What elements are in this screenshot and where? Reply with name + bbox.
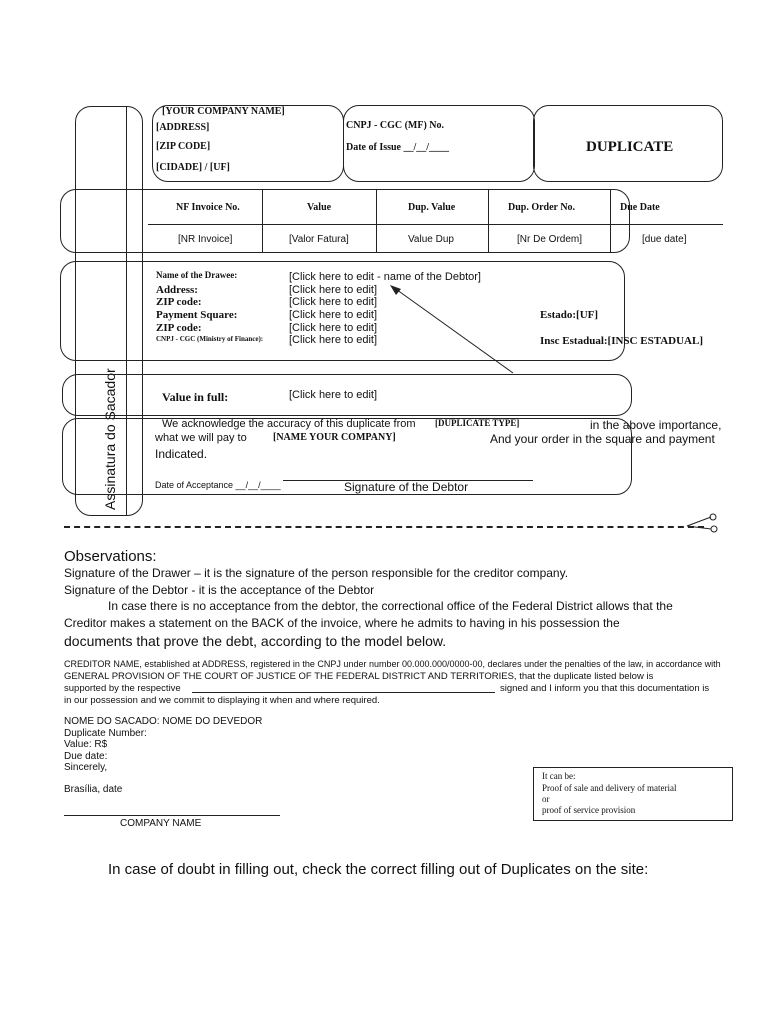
obs-line1: Signature of the Drawer – it is the signature of the person responsible for the creditor company. (64, 566, 569, 580)
date-issue: Date of Issue __/__/____ (346, 142, 450, 153)
observations-title: Observations: (64, 548, 157, 565)
th-dup-value: Dup. Value (408, 202, 456, 213)
drawee-zip2-field[interactable]: [Click here to edit] (289, 322, 378, 334)
declaration-line4: in our possession and we commit to displaying it when and where required. (64, 695, 380, 706)
declaration-blank (192, 692, 495, 693)
obs-line2: Signature of the Debtor - it is the acceptance of the Debtor (64, 583, 375, 597)
drawee-payment-field[interactable]: [Click here to edit] (289, 309, 378, 321)
can-be-2: Proof of sale and delivery of material (542, 783, 677, 793)
obs-line4: Creditor makes a statement on the BACK of the invoice, where he admits to having in his possession the (64, 616, 620, 630)
ack-line3: Indicated. (155, 447, 208, 461)
cut-line (64, 526, 704, 528)
th-value: Value (307, 202, 332, 213)
td-invoice[interactable]: [NR Invoice] (178, 234, 233, 245)
drawee-address-label: Address: (156, 284, 198, 296)
drawee-zip-field[interactable]: [Click here to edit] (289, 296, 378, 308)
ack-line1-b: in the above importance, (590, 418, 722, 432)
payee-company-field[interactable]: [NAME YOUR COMPANY] (273, 432, 396, 443)
drawee-address-field[interactable]: [Click here to edit] (289, 284, 378, 296)
company-city: [CIDADE] / [UF] (156, 162, 230, 173)
model-place-date: Brasília, date (64, 784, 123, 795)
document-title: DUPLICATE (586, 139, 674, 155)
obs-line3: In case there is no acceptance from the debtor, the correctional office of the Federal District allows that the (108, 599, 673, 613)
model-company-name: COMPANY NAME (120, 818, 202, 829)
drawee-zip2-label: ZIP code: (156, 322, 202, 334)
company-name: [YOUR COMPANY NAME] (162, 106, 285, 117)
insc-estadual-field[interactable]: Insc Estadual:[INSC ESTADUAL] (540, 335, 703, 347)
value-full-label: Value in full: (162, 390, 229, 404)
date-acceptance[interactable]: Date of Acceptance __/__/____ (155, 480, 281, 490)
declaration-line2: GENERAL PROVISION OF THE COURT OF JUSTICE OF THE FEDERAL DISTRICT AND TERRITORIES, that the duplicate listed below is (64, 671, 654, 682)
drawee-name-label: Name of the Drawee: (156, 270, 238, 280)
company-zip: [ZIP CODE] (156, 141, 211, 152)
cnpj-label: CNPJ - CGC (MF) No. (346, 120, 445, 131)
company-address: [ADDRESS] (156, 122, 210, 133)
side-label: Assinatura do Sacador (102, 368, 118, 510)
ack-line1-a: We acknowledge the accuracy of this duplicate from (162, 418, 416, 430)
th-dup-order: Dup. Order No. (508, 202, 576, 213)
td-value[interactable]: [Valor Fatura] (289, 234, 349, 245)
company-signature-line (64, 815, 280, 816)
td-due-date[interactable]: [due date] (642, 234, 687, 245)
drawee-cnpj-label: CNPJ - CGC (Ministry of Finance): (156, 335, 264, 343)
th-due-date: Due Date (620, 202, 660, 213)
td-dup-order[interactable]: [Nr De Ordem] (517, 234, 583, 245)
value-full-field[interactable]: [Click here to edit] (289, 389, 378, 401)
declaration-line3b: signed and I inform you that this documentation is (500, 683, 710, 694)
declaration-line3a: supported by the respective (64, 683, 181, 694)
can-be-1: It can be: (542, 771, 576, 781)
model-due-date: Due date: (64, 751, 108, 762)
footer-note: In case of doubt in filling out, check the correct filling out of Duplicates on the site: (108, 861, 649, 878)
th-invoice: NF Invoice No. (176, 202, 240, 213)
td-dup-value[interactable]: Value Dup (408, 234, 454, 245)
scissors-icon (685, 512, 721, 534)
model-debtor-name: NOME DO SACADO: NOME DO DEVEDOR (64, 716, 263, 727)
estado-field[interactable]: Estado:[UF] (540, 309, 599, 321)
debtor-signature-label: Signature of the Debtor (344, 480, 469, 494)
obs-line5: documents that prove the debt, according to the model below. (64, 633, 447, 649)
can-be-4: proof of service provision (542, 805, 636, 815)
drawee-zip-label: ZIP code: (156, 296, 202, 308)
can-be-3: or (542, 794, 550, 804)
ack-line2-a: what we will pay to (155, 432, 247, 444)
ack-line2-b: And your order in the square and payment (490, 432, 715, 446)
duplicate-type-field[interactable]: [DUPLICATE TYPE] (435, 418, 520, 428)
model-dup-number: Duplicate Number: (64, 728, 147, 739)
drawee-name-field[interactable]: [Click here to edit - name of the Debtor] (289, 271, 481, 283)
drawee-payment-label: Payment Square: (156, 309, 238, 321)
declaration-line1: CREDITOR NAME, established at ADDRESS, registered in the CNPJ under number 00.000.000/0000-00, declares under the penalties of the law, in accordance with (64, 659, 721, 669)
model-sincerely: Sincerely, (64, 762, 108, 773)
model-value: Value: R$ (64, 739, 108, 750)
drawee-cnpj-field[interactable]: [Click here to edit] (289, 334, 378, 346)
